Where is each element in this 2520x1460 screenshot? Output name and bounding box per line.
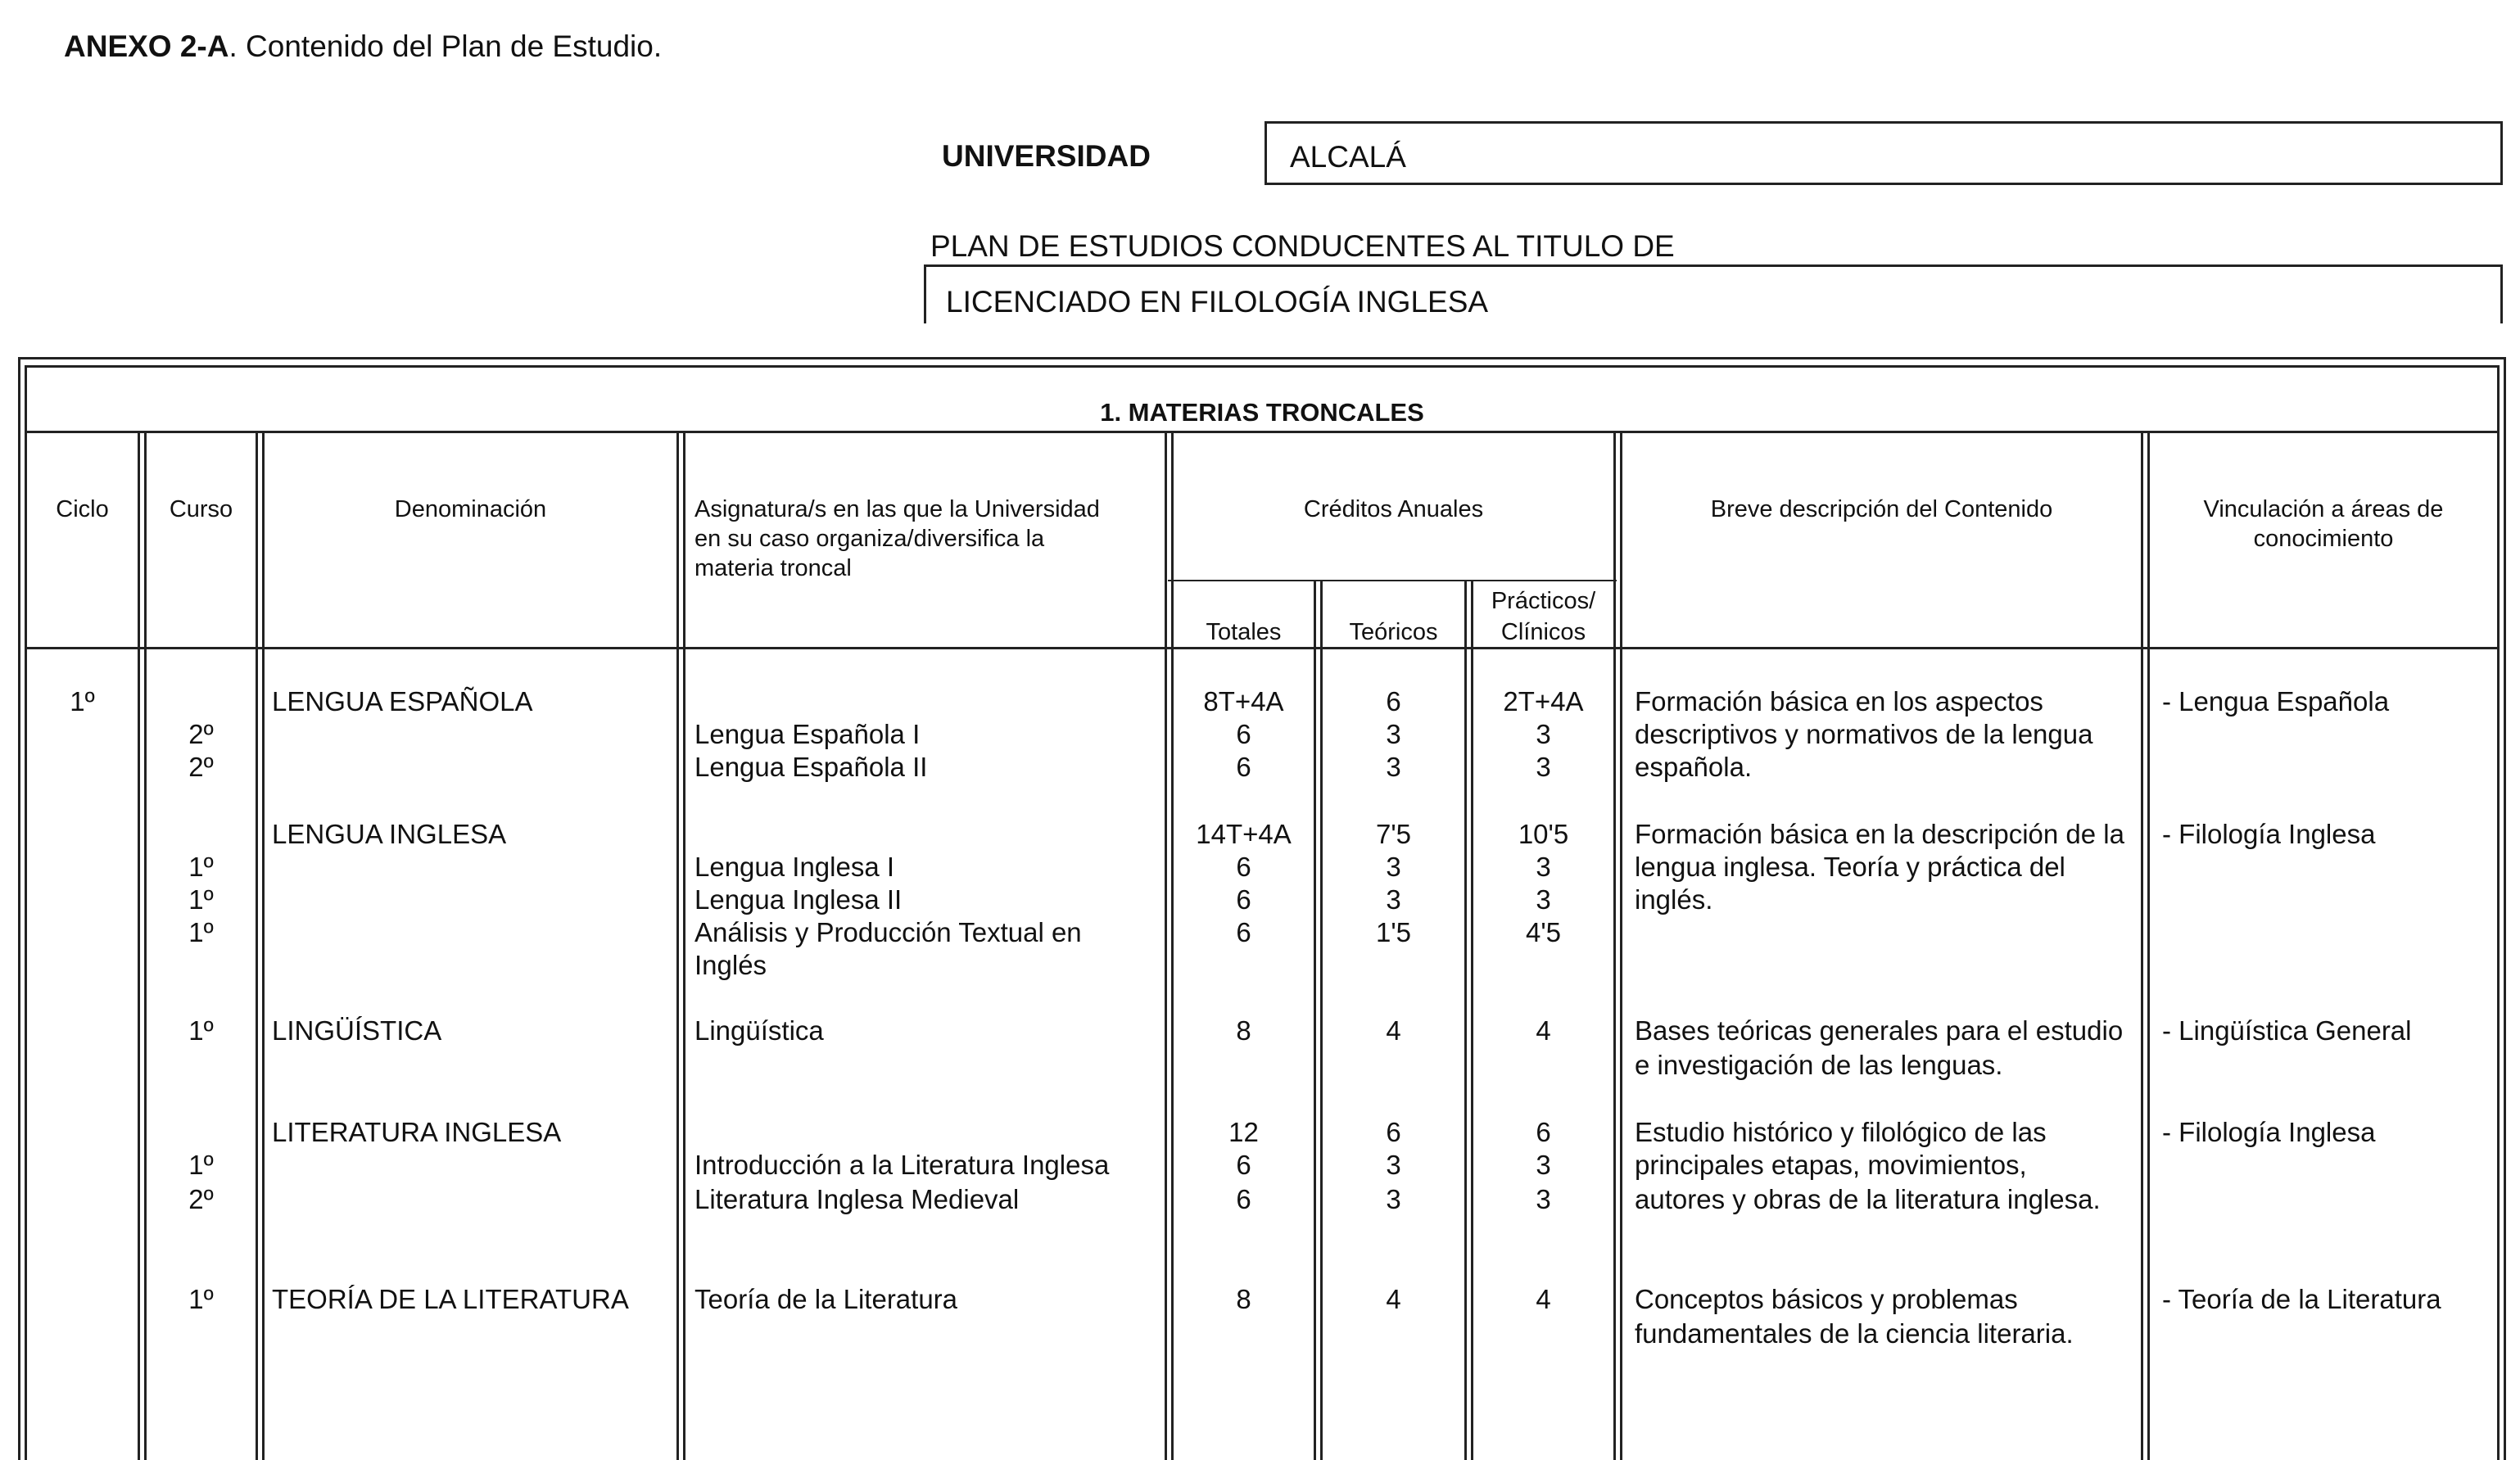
col-sep (1613, 431, 1616, 1460)
cell-denominacion: TEORÍA DE LA LITERATURA (272, 1284, 629, 1314)
cell-descripcion: principales etapas, movimientos, (1635, 1150, 2027, 1180)
cell-curso: 2º (188, 752, 214, 782)
cell-asignatura: Lingüística (694, 1015, 824, 1046)
header-asignatura-line1: Asignatura/s en las que la Universidad (694, 496, 1100, 522)
col-sep (1620, 431, 1622, 1460)
col-sep (676, 431, 679, 1460)
cell-descripcion: fundamentales de la ciencia literaria. (1635, 1318, 2074, 1349)
cell-totales: 6 (1236, 1150, 1251, 1180)
cell-practicos: 3 (1536, 884, 1551, 915)
cell-totales: 8T+4A (1203, 686, 1284, 716)
cell-asignatura: Lengua Española I (694, 719, 921, 749)
cell-descripcion: española. (1635, 752, 1753, 782)
header-denominacion: Denominación (394, 496, 547, 522)
cell-curso: 2º (188, 1184, 214, 1214)
col-sep (683, 431, 685, 1460)
cell-teoricos: 7'5 (1375, 819, 1411, 849)
cell-descripcion: Formación básica en los aspectos (1635, 686, 2043, 716)
cell-practicos: 3 (1536, 719, 1551, 749)
cell-curso: 1º (188, 917, 214, 947)
cell-asignatura: Análisis y Producción Textual en (694, 917, 1082, 947)
cell-practicos: 3 (1536, 852, 1551, 882)
annex-heading (64, 29, 662, 64)
cell-descripcion: Conceptos básicos y problemas (1635, 1284, 2018, 1314)
annex-text: . Contenido del Plan de Estudio. (228, 29, 663, 63)
cell-denominacion: LITERATURA INGLESA (272, 1117, 562, 1147)
col-sep (262, 431, 265, 1460)
cell-descripcion: Estudio histórico y filológico de las (1635, 1117, 2047, 1147)
header-teoricos: Teóricos (1349, 619, 1438, 645)
cell-practicos: 2T+4A (1503, 686, 1584, 716)
col-sep (1464, 580, 1467, 1460)
header-vinculacion-line1: Vinculación a áreas de (2203, 496, 2444, 522)
table-border-right-inner (2497, 365, 2500, 1460)
cell-denominacion: LINGÜÍSTICA (272, 1015, 442, 1046)
cell-curso: 1º (188, 1015, 214, 1046)
header-divider (25, 647, 2500, 649)
cell-teoricos: 6 (1386, 686, 1401, 716)
table-border-top (18, 357, 2506, 359)
header-vinculacion-line2: conocimiento (2253, 526, 2394, 552)
cell-teoricos: 3 (1386, 1150, 1401, 1180)
cell-descripcion: descriptivos y normativos de la lengua (1635, 719, 2093, 749)
cell-teoricos: 3 (1386, 1184, 1401, 1214)
cell-curso: 1º (188, 1284, 214, 1314)
header-totales: Totales (1206, 619, 1282, 645)
cell-totales: 6 (1236, 852, 1251, 882)
cell-teoricos: 3 (1386, 884, 1401, 915)
cell-practicos: 3 (1536, 752, 1551, 782)
table-border-left-inner (25, 365, 27, 1460)
cell-totales: 14T+4A (1196, 819, 1292, 849)
cell-teoricos: 3 (1386, 852, 1401, 882)
cell-totales: 6 (1236, 917, 1251, 947)
cell-asignatura: Lengua Inglesa II (694, 884, 903, 915)
cell-denominacion: LENGUA ESPAÑOLA (272, 686, 533, 716)
cell-vinculacion: - Filología Inglesa (2162, 819, 2376, 849)
cell-vinculacion: - Lengua Española (2162, 686, 2390, 716)
cell-asignatura: Lengua Española II (694, 752, 928, 782)
plan-title: PLAN DE ESTUDIOS CONDUCENTES AL TITULO DE (930, 229, 1675, 263)
table-border-left (18, 357, 20, 1460)
cell-totales: 8 (1236, 1015, 1251, 1046)
cell-descripcion: inglés. (1635, 884, 1713, 915)
cell-descripcion: Bases teóricas generales para el estudio (1635, 1015, 2124, 1046)
cell-practicos: 3 (1536, 1150, 1551, 1180)
section-title: 1. MATERIAS TRONCALES (1100, 398, 1424, 427)
cell-asignatura: Inglés (694, 950, 767, 980)
cell-practicos: 6 (1536, 1117, 1551, 1147)
cell-descripcion: Formación básica en la descripción de la (1635, 819, 2124, 849)
university-label: UNIVERSIDAD (942, 139, 1151, 173)
credits-subdivider (1168, 580, 1617, 581)
cell-denominacion: LENGUA INGLESA (272, 819, 507, 849)
col-sep (2141, 431, 2143, 1460)
table-border-top-inner (25, 365, 2500, 368)
cell-practicos: 3 (1536, 1184, 1551, 1214)
cell-totales: 6 (1236, 719, 1251, 749)
cell-practicos: 4'5 (1525, 917, 1561, 947)
cell-vinculacion: - Filología Inglesa (2162, 1117, 2376, 1147)
header-asignatura-line2: en su caso organiza/diversifica la (694, 526, 1045, 552)
cell-teoricos: 6 (1386, 1117, 1401, 1147)
cell-asignatura: Teoría de la Literatura (694, 1284, 958, 1314)
cell-curso: 1º (188, 884, 214, 915)
cell-descripcion: autores y obras de la literatura inglesa. (1635, 1184, 2101, 1214)
degree-value: LICENCIADO EN FILOLOGÍA INGLESA (946, 285, 1489, 319)
cell-descripcion: e investigación de las lenguas. (1635, 1050, 2003, 1080)
cell-curso: 1º (188, 852, 214, 882)
col-sep (256, 431, 258, 1460)
university-value: ALCALÁ (1290, 140, 1406, 174)
university-field (1265, 121, 2503, 185)
cell-practicos: 10'5 (1518, 819, 1569, 849)
col-sep (1165, 431, 1167, 1460)
header-asignatura-line3: materia troncal (694, 555, 852, 581)
section-divider (25, 431, 2500, 433)
cell-asignatura: Literatura Inglesa Medieval (694, 1184, 1020, 1214)
header-ciclo: Ciclo (56, 496, 109, 522)
header-practicos-line2: Clínicos (1500, 619, 1586, 645)
cell-curso: 2º (188, 719, 214, 749)
cell-descripcion: lengua inglesa. Teoría y práctica del (1635, 852, 2065, 882)
header-creditos: Créditos Anuales (1303, 496, 1484, 522)
col-sep (138, 431, 140, 1460)
cell-teoricos: 1'5 (1375, 917, 1411, 947)
cell-totales: 8 (1236, 1284, 1251, 1314)
header-descripcion: Breve descripción del Contenido (1710, 496, 2053, 522)
cell-totales: 12 (1228, 1117, 1259, 1147)
cell-ciclo: 1º (70, 686, 95, 716)
cell-vinculacion: - Lingüística General (2162, 1015, 2412, 1046)
cell-totales: 6 (1236, 884, 1251, 915)
cell-asignatura: Introducción a la Literatura Inglesa (694, 1150, 1110, 1180)
cell-teoricos: 4 (1386, 1284, 1401, 1314)
header-practicos-line1: Prácticos/ (1491, 588, 1596, 614)
cell-curso: 1º (188, 1150, 214, 1180)
table-border-right (2504, 357, 2506, 1460)
cell-teoricos: 4 (1386, 1015, 1401, 1046)
cell-teoricos: 3 (1386, 719, 1401, 749)
annex-label: ANEXO 2-A (64, 29, 229, 63)
cell-totales: 6 (1236, 1184, 1251, 1214)
cell-vinculacion: - Teoría de la Literatura (2162, 1284, 2441, 1314)
cell-practicos: 4 (1536, 1015, 1551, 1046)
cell-totales: 6 (1236, 752, 1251, 782)
cell-asignatura: Lengua Inglesa I (694, 852, 895, 882)
cell-teoricos: 3 (1386, 752, 1401, 782)
col-sep (2147, 431, 2150, 1460)
col-sep (1314, 580, 1316, 1460)
degree-field (924, 264, 2503, 323)
cell-practicos: 4 (1536, 1284, 1551, 1314)
header-curso: Curso (169, 496, 233, 522)
